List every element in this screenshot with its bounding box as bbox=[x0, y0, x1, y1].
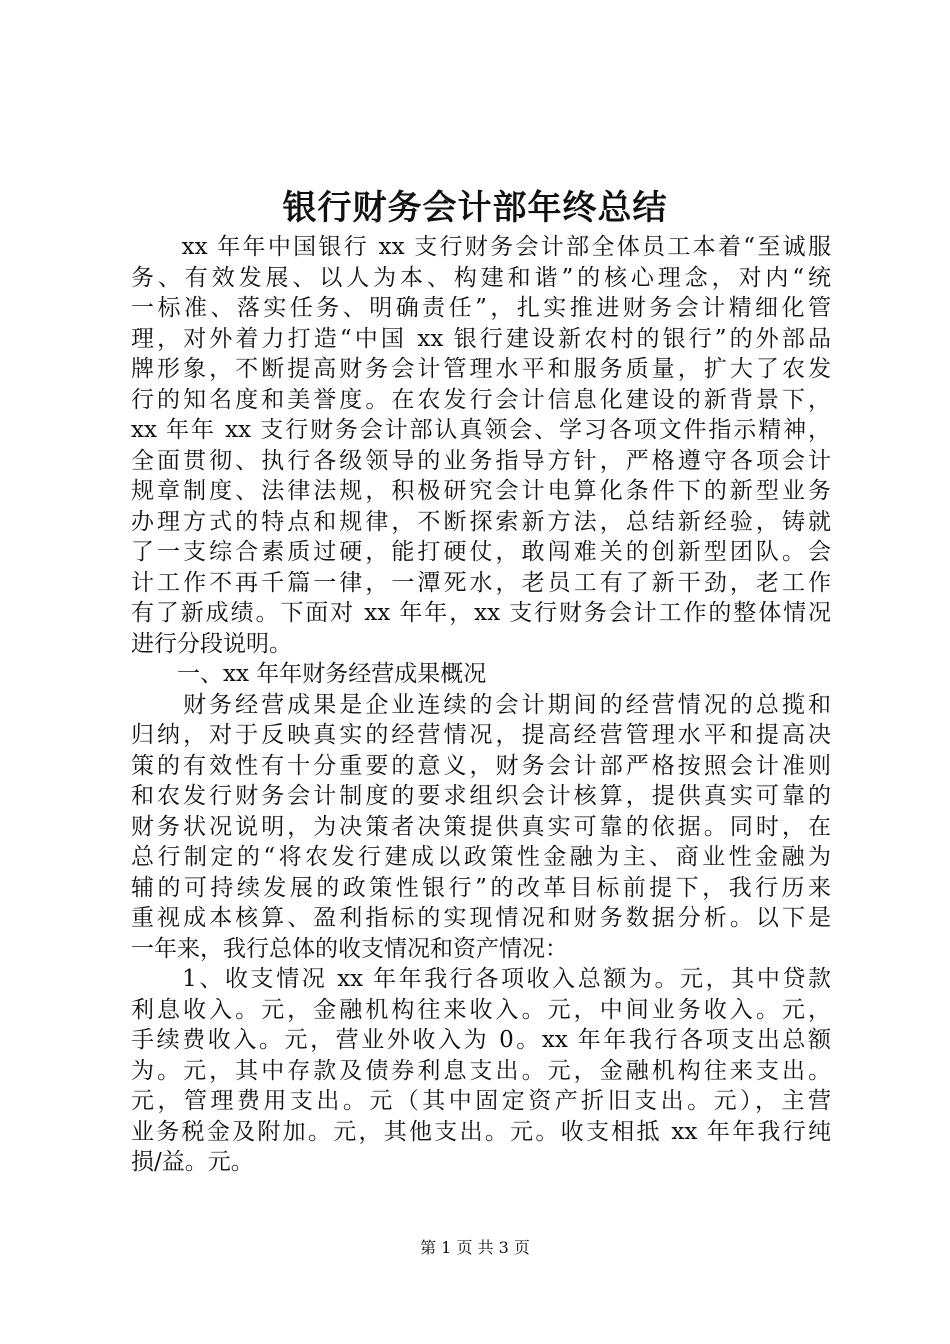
text-line: xx 年年 xx 支行财务会计部认真领会、学习各项文件指示精神， bbox=[131, 417, 831, 443]
text-line: 进行分段说明。 bbox=[131, 630, 292, 657]
text-line: 牌形象，不断提高财务会计管理水平和服务质量，扩大了农发 bbox=[131, 356, 831, 382]
text-line: xx 年年中国银行 xx 支行财务会计部全体员工本着“至诚服 bbox=[131, 234, 831, 260]
text-line: 规章制度、法律法规，积极研究会计电算化条件下的新型业务 bbox=[131, 478, 831, 504]
text-line: 为。元，其中存款及债券利息支出。元，金融机构往来支出。 bbox=[131, 1057, 831, 1084]
text-line: 了一支综合素质过硬，能打硬仗，敢闯难关的创新型团队。会 bbox=[131, 539, 831, 565]
text-line: 全面贯彻、执行各级领导的业务指导方针，严格遵守各项会计 bbox=[131, 447, 831, 474]
text-line: 元，管理费用支出。元（其中固定资产折旧支出。元），主营 bbox=[131, 1088, 831, 1114]
text-line: 业务税金及附加。元，其他支出。元。收支相抵 xx 年年我行纯 bbox=[131, 1118, 831, 1145]
text-line: 办理方式的特点和规律，不断探索新方法，总结新经验，铸就 bbox=[131, 508, 831, 535]
text-line: 策的有效性有十分重要的意义，财务会计部严格按照会计准则 bbox=[131, 752, 831, 779]
text-line: 财务状况说明，为决策者决策提供真实可靠的依据。同时，在 bbox=[131, 813, 831, 840]
text-line: 总行制定的“将农发行建成以政策性金融为主、商业性金融为 bbox=[131, 844, 831, 870]
text-line: 一、xx 年年财务经营成果概况 bbox=[131, 661, 487, 687]
text-line: 和农发行财务会计制度的要求组织会计核算，提供真实可靠的 bbox=[131, 783, 831, 809]
text-line: 1、收支情况 xx 年年我行各项收入总额为。元，其中贷款 bbox=[131, 966, 831, 992]
text-line: 损/益。元。 bbox=[131, 1149, 254, 1175]
text-line: 手续费收入。元，营业外收入为 0。xx 年年我行各项支出总额 bbox=[131, 1027, 831, 1053]
document-title: 银行财务会计部年终总结 bbox=[282, 188, 668, 228]
text-line: 一年来，我行总体的收支情况和资产情况： bbox=[131, 935, 568, 962]
text-line: 重视成本核算、盈利指标的实现情况和财务数据分析。以下是 bbox=[131, 905, 831, 931]
text-line: 务、有效发展、以人为本、构建和谐”的核心理念，对内“统 bbox=[131, 264, 831, 291]
text-line: 计工作不再千篇一律，一潭死水，老员工有了新干劲，老工作 bbox=[131, 569, 831, 596]
text-line: 有了新成绩。下面对 xx 年年，xx 支行财务会计工作的整体情况 bbox=[131, 600, 831, 626]
text-line: 归纳，对于反映真实的经营情况，提高经营管理水平和提高决 bbox=[131, 722, 831, 748]
text-line: 辅的可持续发展的政策性银行”的改革目标前提下，我行历来 bbox=[131, 874, 831, 901]
text-line: 理，对外着力打造“中国 xx 银行建设新农村的银行”的外部品 bbox=[131, 325, 831, 352]
text-line: 财务经营成果是企业连续的会计期间的经营情况的总揽和 bbox=[131, 691, 831, 718]
document-body bbox=[131, 232, 831, 1178]
text-line: 一标准、落实任务、明确责任”，扎实推进财务会计精细化管 bbox=[131, 295, 831, 321]
text-line: 行的知名度和美誉度。在农发行会计信息化建设的新背景下， bbox=[131, 386, 831, 413]
text-line: 利息收入。元，金融机构往来收入。元，中间业务收入。元， bbox=[131, 996, 831, 1023]
page-footer: 第 1 页 共 3 页 bbox=[420, 1238, 530, 1257]
